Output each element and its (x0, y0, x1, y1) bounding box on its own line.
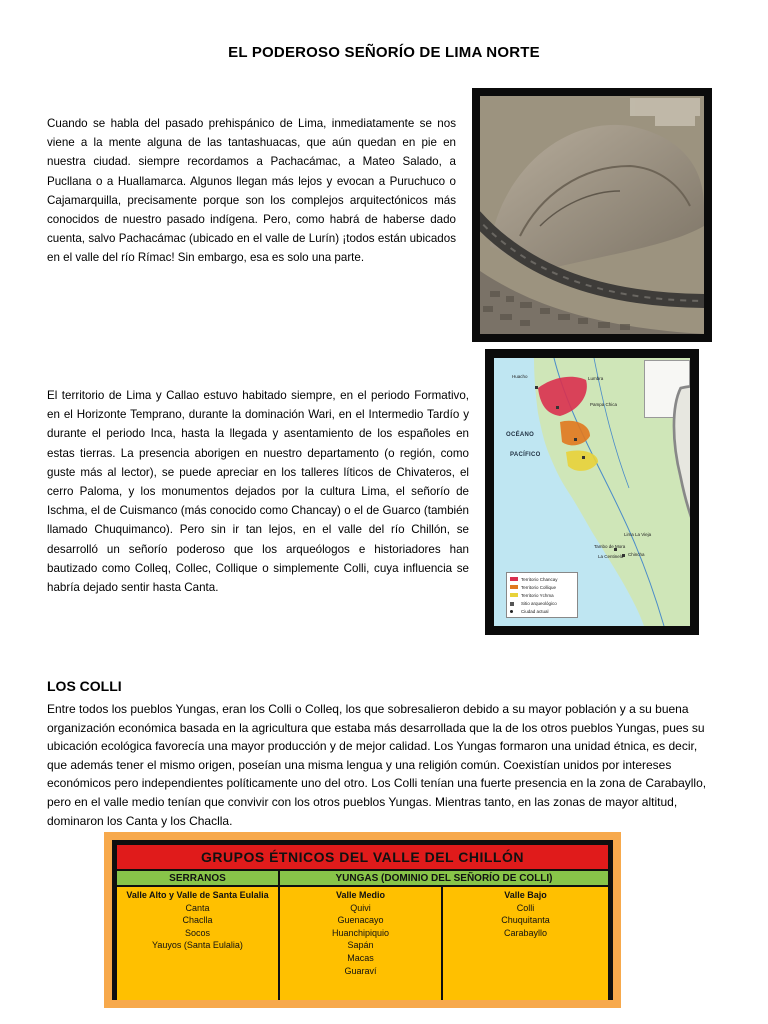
colli-paragraph: Entre todos los pueblos Yungas, eran los Colli o Colleq, los que sobresalieron debido a su mayor población y a su buena organización económica basada en la agricultura que estaba más desarrollada que la de los otros pueblos Yungas, pues su ubicación ecológica favorecía una mayor producción y de mejor calidad. Los Yungas formaron una unidad étnica, es decir, que además tener el mismo origen, poseían una misma lengua y una religión común. Coexistían unidos por intereses económicos pero independientes políticamente uno del otro. Los Colli tenían una fuerte presencia en la zona de Carabayllo, pero en el valle medio tenían que convivir con los otros pueblos Yungas. Mientras tanto, en las zonas de mayor altitud, dominaron los Canta y los Chaclla. (47, 702, 707, 828)
list-item: Sapán (347, 940, 374, 951)
territory-map (485, 349, 699, 635)
column-heading: Valle Alto y Valle de Santa Eulalia (126, 890, 269, 900)
list-item: Yauyos (Santa Eulalia) (152, 940, 243, 951)
town-label: Tambo de Mora (594, 544, 626, 549)
table-title: GRUPOS ÉTNICOS DEL VALLE DEL CHILLÓN (117, 845, 608, 869)
list-item: Carabayllo (503, 927, 548, 938)
legend-label: Ciudad actual (521, 609, 549, 615)
list-item: Macas (347, 952, 374, 963)
legend-label: Territorio Collique (521, 584, 557, 590)
list-item: Quivi (350, 902, 371, 913)
ethnic-groups-table (112, 840, 613, 1000)
map-legend (506, 572, 578, 618)
ocean-label-1: OCÉANO (506, 432, 535, 438)
list-item: Socos (184, 927, 210, 938)
legend-row (510, 600, 574, 608)
legend-swatch (510, 610, 513, 613)
header-serranos: SERRANOS (117, 871, 278, 885)
peru-inset-map (644, 360, 690, 418)
town-label: Lumbra (588, 376, 604, 381)
ocean-label-2: PACÍFICO (510, 452, 541, 458)
table-header-row (117, 871, 608, 885)
town-label: La Centinela (598, 554, 624, 559)
header-yungas: YUNGAS (DOMINIO DEL SEÑORÍO DE COLLI) (280, 871, 608, 885)
inset-graphic (645, 361, 690, 626)
list-item: Guaraví (344, 965, 377, 976)
table-body-row (117, 885, 608, 1000)
table-column-valle-medio (280, 887, 441, 1000)
list-item: Colli (516, 902, 535, 913)
intro-paragraph: Cuando se habla del pasado prehispánico de Lima, inmediatamente se nos viene a la mente alguna de las tantashuacas, que aún quedan en pie en nuestra ciudad. siempre recordamos a Pachacámac, a Mateo Salado, a Pucllana o a Huallamarca. Algunos llegan más lejos y evocan a Puruchuco o Cajamarquilla, precisamente porque son los complejos arquitectónicos más conocidos de nuestro pasado indígena. Pero, como habrá de haberse dado cuenta, salvo Pachacámac (ubicado en el valle de Lurín) ¡todos están ubicados en el valle del río Rímac! Sin embargo, esa es solo una parte. (47, 117, 456, 265)
legend-swatch (510, 602, 514, 606)
aerial-photo-image (480, 96, 704, 334)
legend-label: Sitio arqueológico (521, 601, 557, 607)
column-heading: Valle Bajo (504, 890, 547, 900)
table-column-valle-bajo (443, 887, 608, 1000)
town-label: Pampa Chica (590, 402, 618, 407)
legend-swatch (510, 593, 518, 597)
legend-row (510, 591, 574, 599)
ethnic-groups-table-frame (104, 832, 621, 1008)
section-heading: LOS COLLI (47, 678, 122, 694)
legend-label: Territorio Ychma (521, 592, 554, 598)
list-item: Guenacayo (337, 915, 384, 926)
page-title: EL PODEROSO SEÑORÍO DE LIMA NORTE (228, 44, 540, 61)
list-item: Chaclla (182, 915, 213, 926)
legend-swatch (510, 577, 518, 581)
table-column-valle-alto (117, 887, 278, 1000)
column-heading: Valle Medio (335, 890, 386, 900)
aerial-photo-huaca (472, 88, 712, 342)
legend-swatch (510, 585, 518, 589)
legend-row (510, 608, 574, 616)
town-label: Huacho (512, 374, 528, 379)
legend-row (510, 583, 574, 591)
list-item: Huanchipiquio (331, 927, 390, 938)
list-item: Canta (185, 902, 210, 913)
town-label: Lima La Vieja (624, 532, 652, 537)
town-label: Chincha (628, 552, 645, 557)
territory-paragraph: El territorio de Lima y Callao estuvo habitado siempre, en el periodo Formativo, en el Horizonte Temprano, durante la dominación Wari, en el Intermedio Tardío y durante el periodo Inca, hasta la llegada y asentamiento de los españoles en estas tierras. La presencia aborigen en nuestro departamento (o región, como guste más al lector), se puede apreciar en los talleres líticos de Chivateros, el cerro Paloma, y los monumentos dejados por la cultura Lima, el señorío de Ischma, el de Cuismanco (más conocido como Chancay) o el de Guarco (también llamado Chuquimanco). Pero sin ir tan lejos, en el valle del río Chillón, se desarrolló un señorío poderoso que los arqueólogos e historiadores han bautizado como Colleq, Collec, Collique o simplemente Colli, cuya influencia se habría dejado sentir hasta Canta. (47, 389, 469, 595)
legend-row (510, 575, 574, 583)
list-item: Chuquitanta (501, 915, 550, 926)
legend-label: Territorio Chancay (521, 576, 558, 582)
